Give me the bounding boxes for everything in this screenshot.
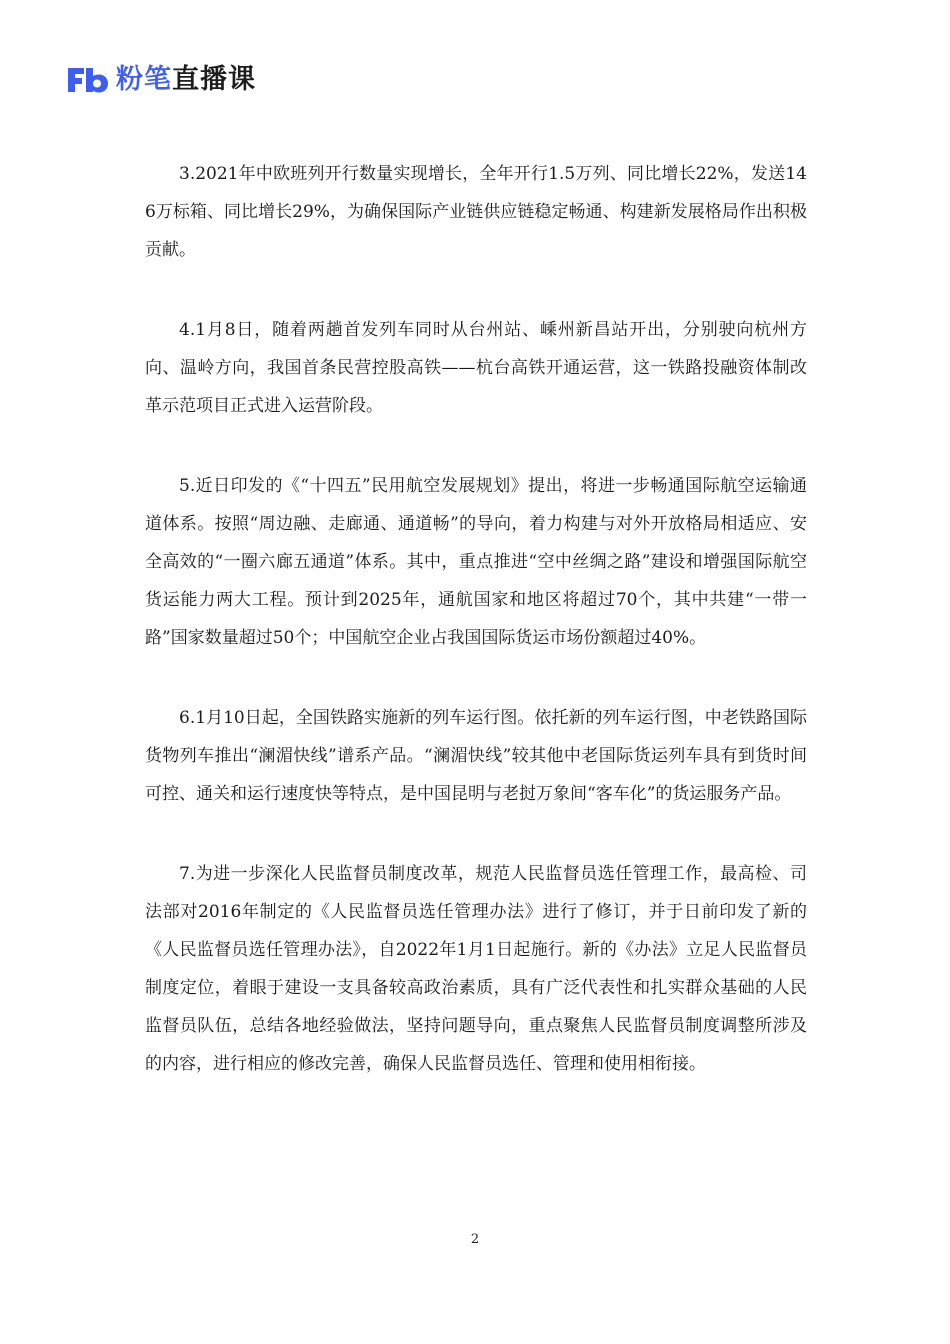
fenbi-logo-icon [66, 64, 110, 96]
document-body [145, 155, 807, 1125]
paragraph-5: 5.近日印发的《“十四五”民用航空发展规划》提出，将进一步畅通国际航空运输通道体系。按照“周边融、走廊通、通道畅”的导向，着力构建与对外开放格局相适应、安全高效的“一圈六廊五通道”体系。其中，重点推进“空中丝绸之路”建设和增强国际航空货运能力两大工程。预计到2025年，通航国家和地区将超过70个，其中共建“一带一路”国家数量超过50个；中国航空企业占我国国际货运市场份额超过40%。 [145, 476, 807, 648]
brand-logo-text [116, 64, 256, 96]
paragraph-3: 3.2021年中欧班列开行数量实现增长，全年开行1.5万列、同比增长22%，发送146万标箱、同比增长29%，为确保国际产业链供应链稳定畅通、构建新发展格局作出积极贡献。 [145, 164, 807, 260]
paragraph-6: 6.1月10日起，全国铁路实施新的列车运行图。依托新的列车运行图，中老铁路国际货物列车推出“澜湄快线”谱系产品。“澜湄快线”较其他中老国际货运列车具有到货时间可控、通关和运行速度快等特点，是中国昆明与老挝万象间“客车化”的货运服务产品。 [145, 708, 807, 804]
brand-name: 粉笔 [116, 64, 172, 95]
paragraph-7: 7.为进一步深化人民监督员制度改革，规范人民监督员选任管理工作，最高检、司法部对2016年制定的《人民监督员选任管理办法》进行了修订，并于日前印发了新的《人民监督员选任管理办法》，自2022年1月1日起施行。新的《办法》立足人民监督员制度定位，着眼于建设一支具备较高政治素质，具有广泛代表性和扎实群众基础的人民监督员队伍，总结各地经验做法，坚持问题导向，重点聚焦人民监督员制度调整所涉及的内容，进行相应的修改完善，确保人民监督员选任、管理和使用相衔接。 [145, 864, 807, 1074]
paragraph-4: 4.1月8日，随着两趟首发列车同时从台州站、嵊州新昌站开出，分别驶向杭州方向、温岭方向，我国首条民营控股高铁——杭台高铁开通运营，这一铁路投融资体制改革示范项目正式进入运营阶段。 [145, 320, 807, 416]
page-number: 2 [470, 1232, 480, 1247]
brand-suffix: 直播课 [172, 64, 256, 95]
page-header [66, 62, 256, 98]
